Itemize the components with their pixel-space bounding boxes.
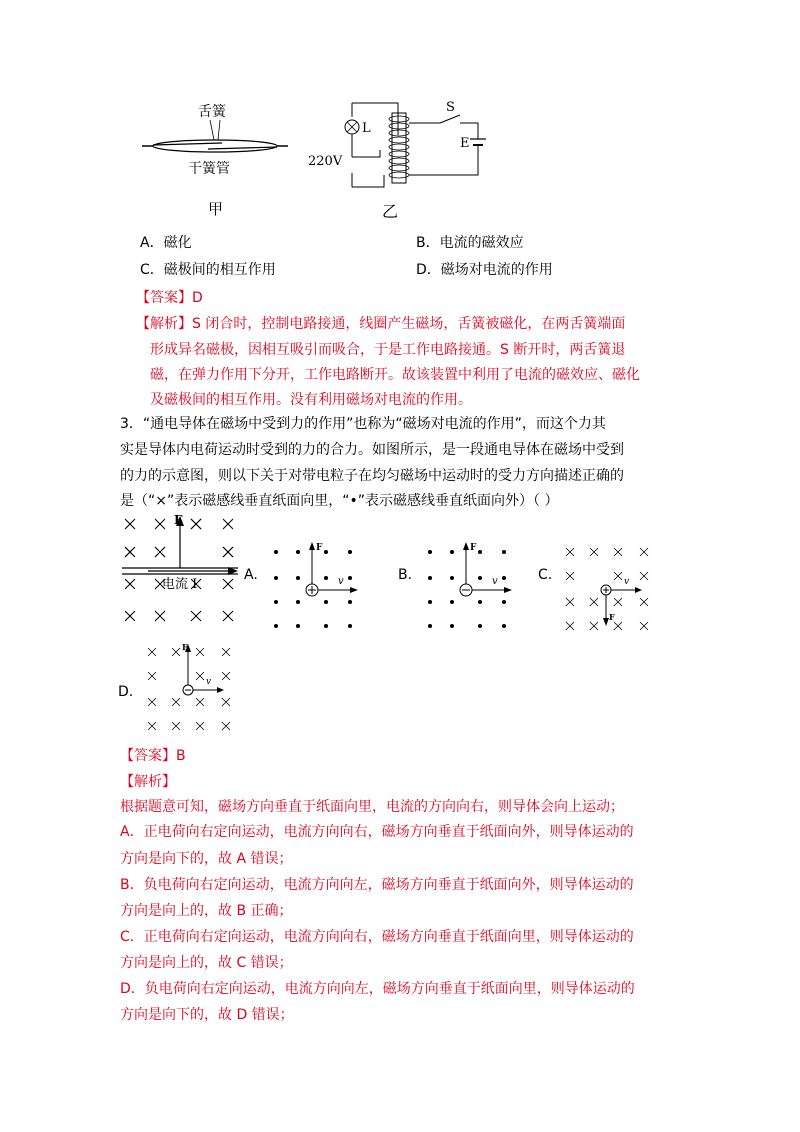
q3-analysis-line: B．负电荷向右定向运动，电流方向向左，磁场方向垂直于纸面向外，则导体运动的 <box>120 877 634 893</box>
q3-stem-line: 是（“×”表示磁感线垂直纸面向里，“•”表示磁感线垂直纸面向外）（ ） <box>120 493 559 509</box>
reed-label: 舌簧 <box>198 104 226 120</box>
q3-analysis-line: 方向是向上的，故 B 正确； <box>120 903 293 919</box>
circuit-figure <box>300 95 500 225</box>
q3-analysis-line: D．负电荷向右定向运动，电流方向向左，磁场方向垂直于纸面向里，则导体运动的 <box>120 981 635 997</box>
option-d-label: D. <box>118 684 134 700</box>
option-d-figure <box>142 640 242 735</box>
q3-analysis-line: 方向是向上的，故 C 错误； <box>120 955 293 971</box>
option-a-force-label: F <box>316 543 323 553</box>
q2-answer: 【答案】D <box>136 290 203 306</box>
option-d-velocity-label: v <box>206 677 212 687</box>
q3-analysis-title: 【解析】 <box>120 774 176 790</box>
current-label: 电流 I <box>162 577 198 592</box>
q3-analysis-line: 根据题意可知，磁场方向垂直于纸面向里，电流的方向向右，则导体会向上运动； <box>120 799 624 815</box>
q2-analysis-line: 及磁极间的相互作用。没有利用磁场对电流的作用。 <box>150 392 472 408</box>
option-c-velocity-label: v <box>624 577 630 587</box>
option-a-figure <box>268 538 368 633</box>
reed-switch-figure <box>140 98 290 223</box>
option-b-velocity-label: v <box>492 576 498 587</box>
q3-stem-line: 3．“通电导体在磁场中受到力的作用”也称为“磁场对电流的作用”，而这个力其 <box>120 416 606 432</box>
option-c: C．磁极间的相互作用 <box>140 262 276 278</box>
option-d-force-label: F <box>182 642 188 652</box>
q2-analysis-line: 磁，在弹力作用下分开，工作电路断开。故该装置中利用了电流的磁效应、磁化 <box>150 367 640 383</box>
voltage-label: 220V <box>308 154 343 169</box>
q3-stem-line: 实是导体内电荷运动时受到的力的合力。如图所示，是一段通电导体在磁场中受到 <box>120 442 624 458</box>
switch-label: S <box>446 100 455 115</box>
fig-jia-caption: 甲 <box>208 200 224 218</box>
q3-analysis-line: C．正电荷向右定向运动，电流方向向右，磁场方向垂直于纸面向里，则导体运动的 <box>120 929 634 945</box>
q3-analysis-line: 方向是向下的，故 A 错误； <box>120 851 293 867</box>
q2-analysis-line: 形成异名磁极，因相互吸引而吸合，于是工作电路接通。S 断开时，两舌簧退 <box>150 342 626 358</box>
q2-analysis-line: 【解析】S 闭合时，控制电路接通，线圈产生磁场，舌簧被磁化，在两舌簧端面 <box>136 316 626 332</box>
option-b: B．电流的磁效应 <box>416 235 524 251</box>
fig-yi-caption: 乙 <box>382 202 399 221</box>
option-b-figure <box>422 538 522 633</box>
battery-label: E <box>460 136 470 151</box>
q3-analysis-line: A．正电荷向右定向运动，电流方向向右，磁场方向垂直于纸面向外，则导体运动的 <box>120 824 634 840</box>
lamp-label: L <box>362 121 371 136</box>
option-d: D．磁场对电流的作用 <box>416 262 553 278</box>
option-a-velocity-label: v <box>338 576 344 587</box>
conductor-field-figure <box>118 512 263 637</box>
option-c-force-label: F <box>609 612 615 622</box>
option-c-label: C. <box>538 567 553 583</box>
option-b-force-label: F <box>470 543 477 553</box>
q3-stem-line: 的力的示意图，则以下关于对带电粒子在均匀磁场中运动时的受力方向描述正确的 <box>120 468 624 484</box>
option-a-label: A. <box>244 567 258 583</box>
option-a: A．磁化 <box>140 235 192 251</box>
option-c-figure <box>560 540 660 635</box>
reed-tube-label: 干簧管 <box>188 161 230 177</box>
q3-analysis-line: 方向是向下的，故 D 错误； <box>120 1007 294 1023</box>
q3-answer: 【答案】B <box>120 748 186 764</box>
force-label: F <box>174 513 183 527</box>
option-b-label: B. <box>398 567 413 583</box>
